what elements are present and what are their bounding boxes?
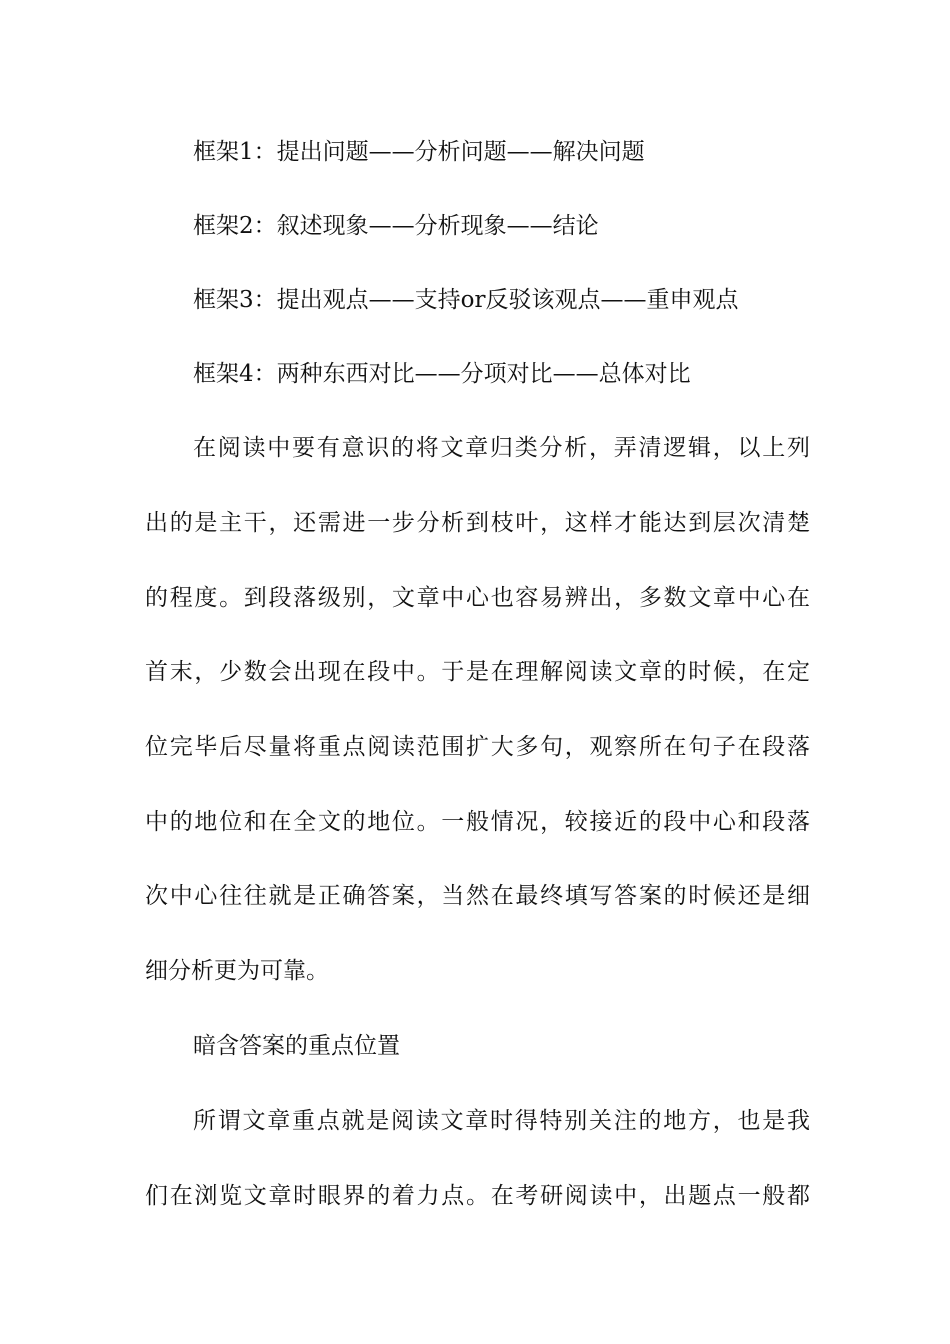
paragraph-2-line-2: 们在浏览文章时眼界的着力点。在考研阅读中，出题点一般都 — [145, 1183, 810, 1209]
section-heading: 暗含答案的重点位置 — [193, 1033, 400, 1059]
framework-line-1: 框架1：提出问题——分析问题——解决问题 — [193, 139, 645, 165]
paragraph-1-line-7: 次中心往往就是正确答案，当然在最终填写答案的时候还是细 — [145, 883, 810, 909]
paragraph-2-line-1: 所谓文章重点就是阅读文章时得特别关注的地方，也是我 — [193, 1108, 810, 1134]
paragraph-1-line-5: 位完毕后尽量将重点阅读范围扩大多句，观察所在句子在段落 — [145, 734, 810, 760]
framework-line-3: 框架3：提出观点——支持or反驳该观点——重申观点 — [193, 287, 739, 313]
framework-line-4: 框架4：两种东西对比——分项对比——总体对比 — [193, 361, 691, 387]
paragraph-1-line-6: 中的地位和在全文的地位。一般情况，较接近的段中心和段落 — [145, 809, 810, 835]
framework-line-2: 框架2：叙述现象——分析现象——结论 — [193, 213, 599, 239]
paragraph-1-line-1: 在阅读中要有意识的将文章归类分析，弄清逻辑，以上列 — [193, 435, 810, 461]
paragraph-1-line-8: 细分析更为可靠。 — [145, 958, 329, 984]
paragraph-1-line-3: 的程度。到段落级别，文章中心也容易辨出，多数文章中心在 — [145, 585, 810, 611]
paragraph-1-line-4: 首末，少数会出现在段中。于是在理解阅读文章的时候，在定 — [145, 659, 810, 685]
paragraph-1-line-2: 出的是主干，还需进一步分析到枝叶，这样才能达到层次清楚 — [145, 510, 810, 536]
